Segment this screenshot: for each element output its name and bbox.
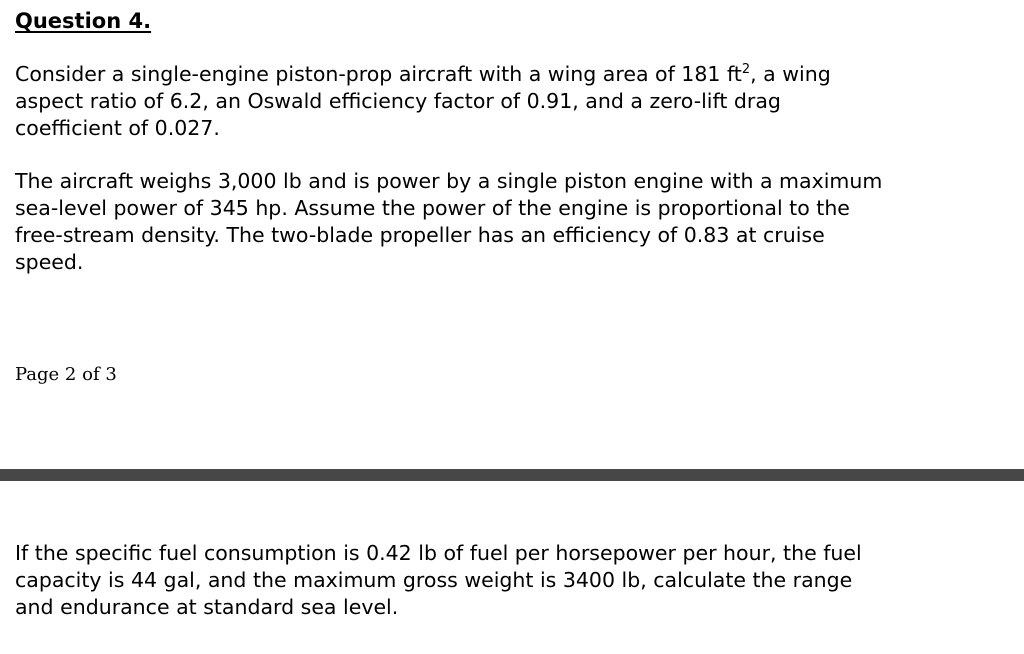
question-paragraph-2 — [15, 168, 1015, 276]
question-heading: Question 4. — [15, 9, 152, 33]
page-number-label: Page 2 of 3 — [15, 364, 117, 385]
paragraph-2-line-3: free-stream density. The two-blade propeller has an efficiency of 0.83 at cruise — [15, 223, 825, 247]
paragraph-1-line-3: coefficient of 0.027. — [15, 116, 220, 140]
paragraph-1-line-2: aspect ratio of 6.2, an Oswald efficiency factor of 0.91, and a zero-lift drag — [15, 89, 781, 113]
paragraph-3-line-1: If the specific fuel consumption is 0.42 lb of fuel per horsepower per hour, the fuel — [15, 541, 862, 565]
paragraph-3-line-2: capacity is 44 gal, and the maximum gross weight is 3400 lb, calculate the range — [15, 568, 853, 592]
paragraph-1-line-1-tail: , a wing — [750, 62, 831, 86]
paragraph-2-line-2: sea-level power of 345 hp. Assume the power of the engine is proportional to the — [15, 196, 850, 220]
question-paragraph-1 — [15, 61, 1015, 142]
question-paragraph-3 — [15, 540, 1015, 621]
paragraph-1-line-1-text: Consider a single-engine piston-prop aircraft with a wing area of 181 ft — [15, 62, 742, 86]
paragraph-3-line-3: and endurance at standard sea level. — [15, 595, 399, 619]
paragraph-2-line-1: The aircraft weighs 3,000 lb and is power by a single piston engine with a maximum — [15, 169, 883, 193]
paragraph-1-line-1 — [15, 61, 1015, 88]
superscript-squared: 2 — [741, 62, 751, 77]
page-break-divider — [0, 469, 1024, 481]
paragraph-2-line-4: speed. — [15, 250, 84, 274]
